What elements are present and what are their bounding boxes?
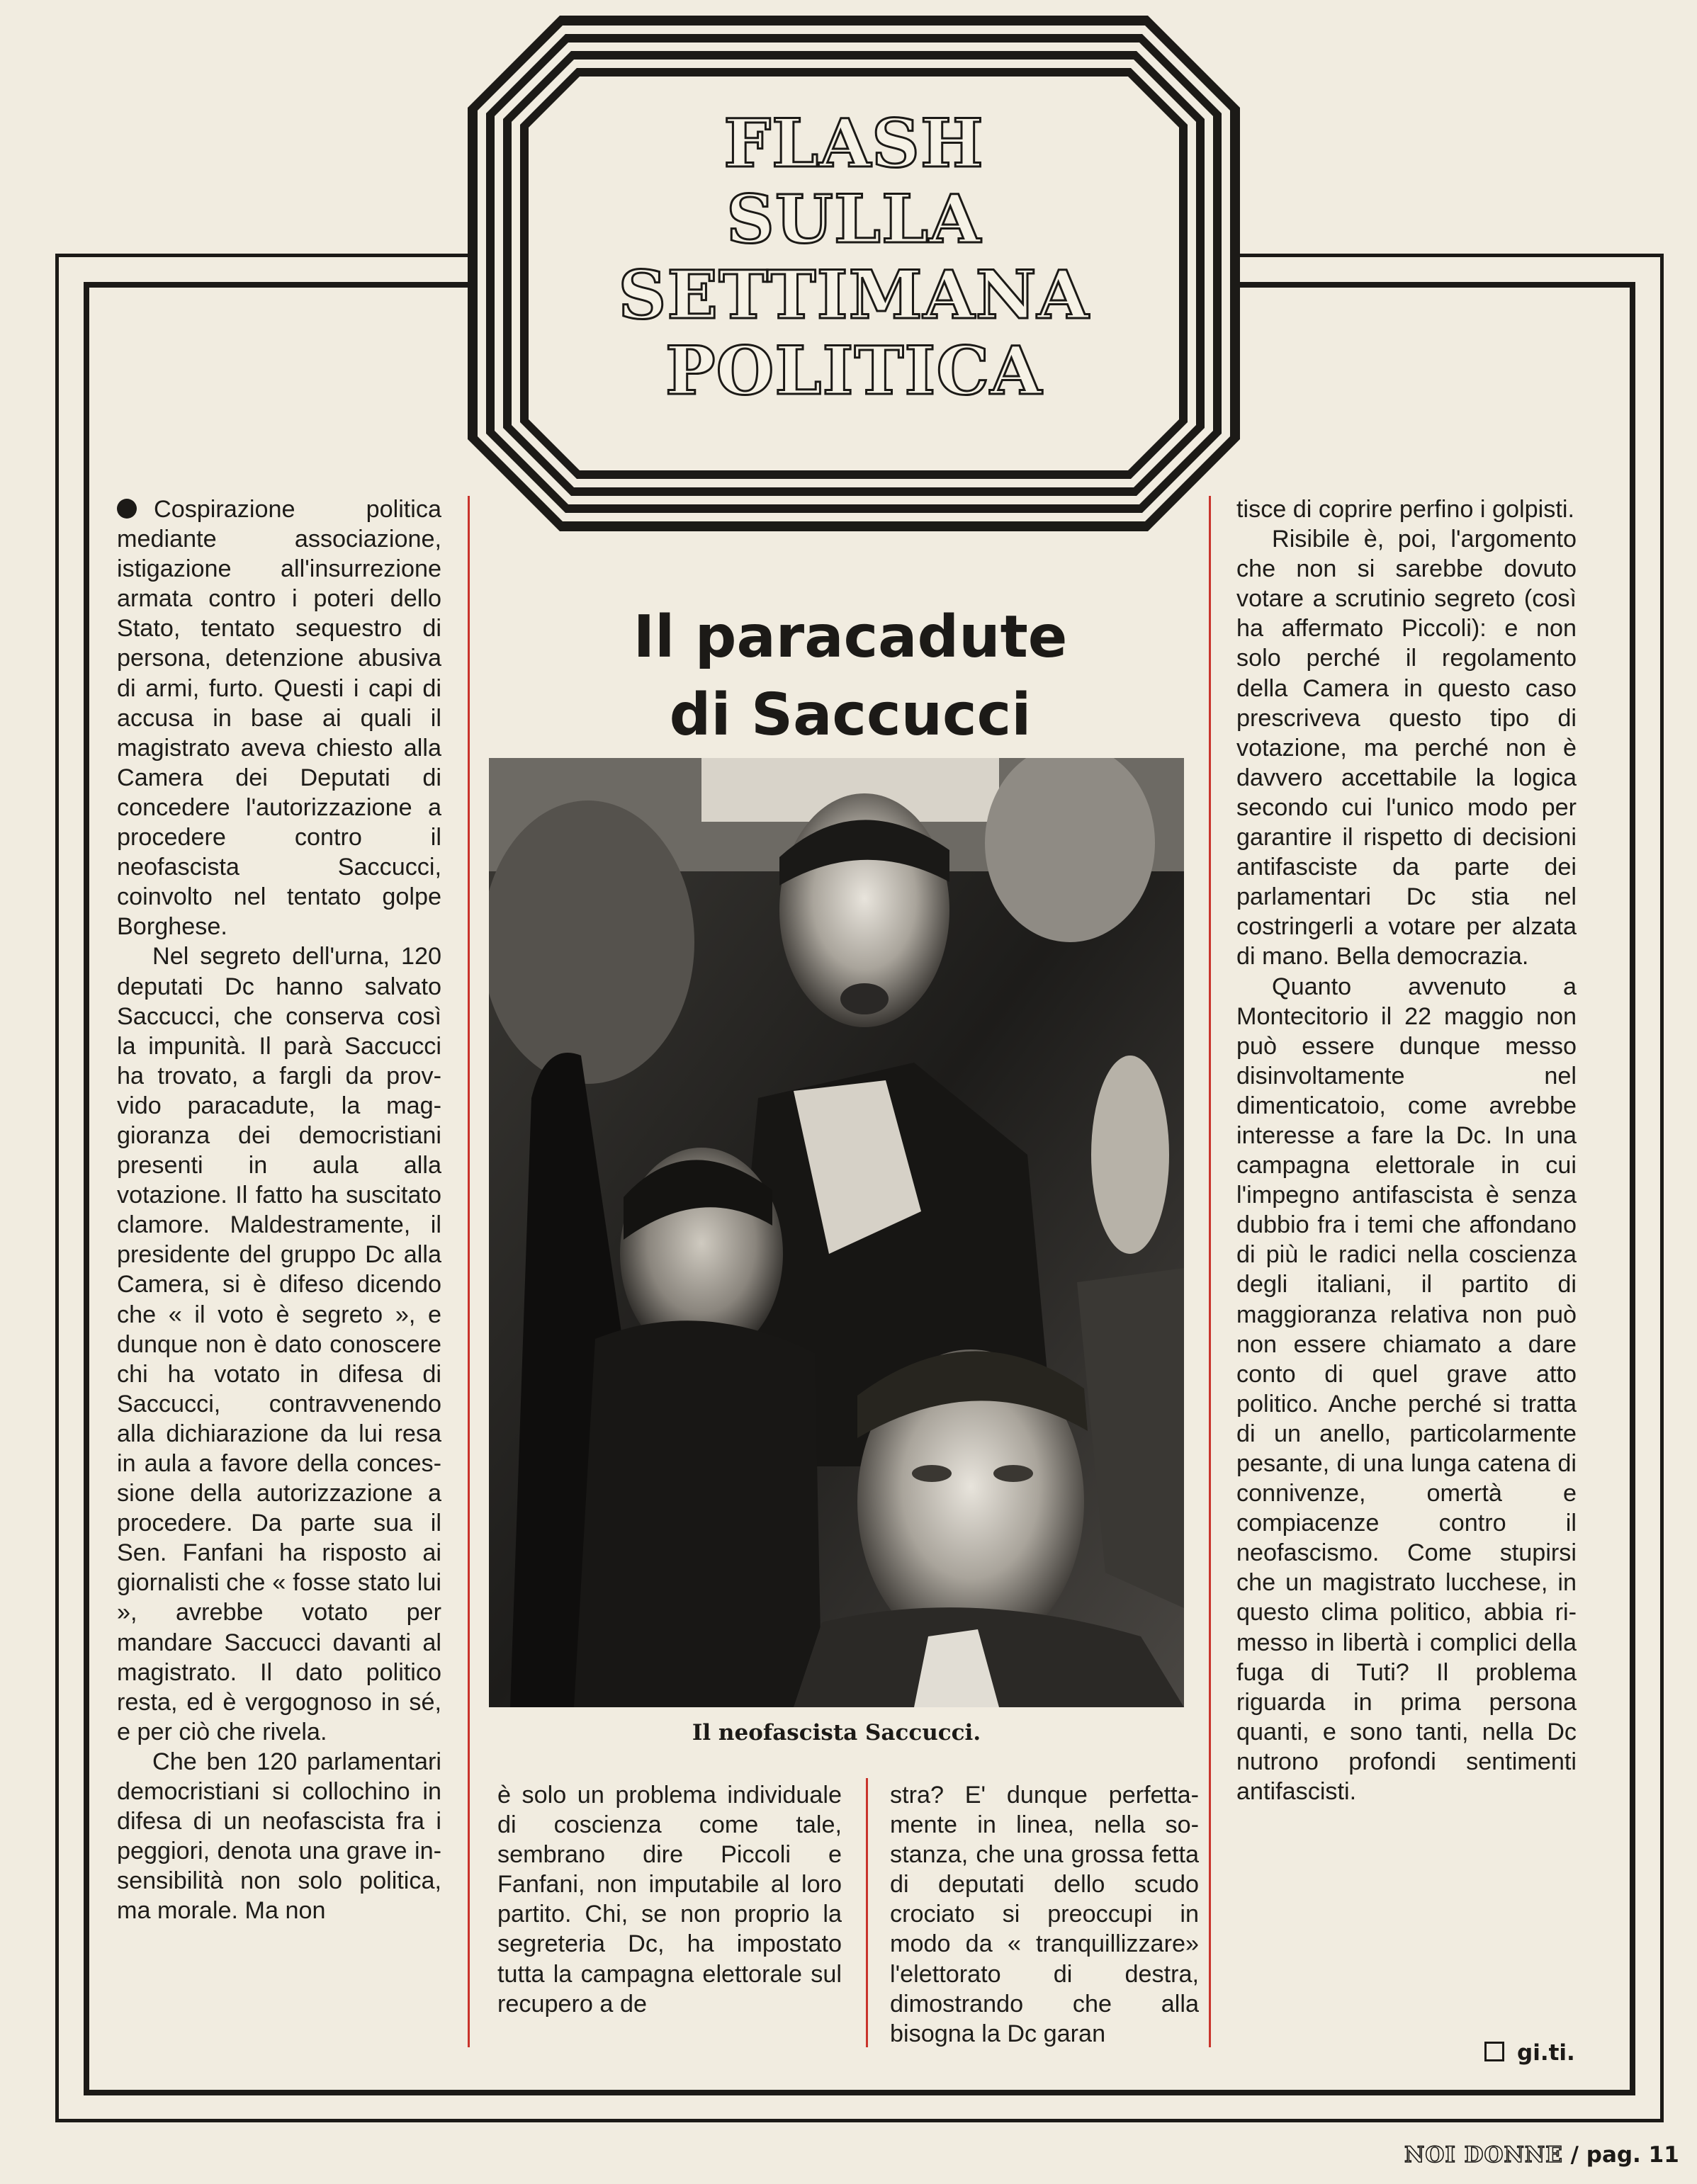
paragraph: Quanto avvenuto a Montecitorio il 22 maggio non può essere dunque messo disinvoltamente nel dimenticatoio, come avrebbe interesse a fare la Dc. In una campagna elettorale in cui l'impegno antifascista è senza dubbio fra i temi che affondano di più le radici nella coscienza degli italiani, il partito di maggioranza relativa non può non essere chiamato a dare conto di quel grave atto politico. Anche perché si tratta di un anello, particolarmente pesante, di una lunga catena di connivenze, omertà e compiacenze contro il neofascismo. Come stupirsi che un magistrato lucchese, in questo clima politico, abbia rimesso in libertà i complici della fuga di Tuti? Il problema riguarda in prima persona quanti, e sono tanti, nella Dc nutrono profondi sentimenti antifascisti. (1236, 973, 1577, 1806)
page-footer (1404, 2142, 1679, 2168)
headline-line: di Saccucci (669, 681, 1032, 749)
badge-title (468, 106, 1240, 409)
headline-line: Il paracadute (633, 604, 1068, 671)
paragraph-text: Cospirazione politica mediante associazione, istigazione all'insurrezione armata contro i poteri dello Stato, tentato sequestro di persona, detenzione abusiva di armi, furto. Questi i capi di accusa in base ai quali il magistrato aveva chiesto alla Camera dei Deputati di concedere l'autorizzazione a procedere contro il neofascista Saccucci, coinvolto nel tentato golpe Borghese. (117, 496, 441, 941)
paragraph: Nel segreto dell'urna, 120 deputati Dc hanno salvato Saccucci, che conserva così la impunità. Il parà Saccucci ha trovato, a fargli da provvido paracadute, la maggioranza dei democristiani presenti in aula alla votazione. Il fatto ha suscitato clamore. Maldestramente, il presidente del gruppo Dc alla Camera, si è difeso dicendo che « il voto è segreto », e dunque non è dato conoscere chi ha votato in difesa di Saccucci, contravvenendo alla dichiarazione da lui resa in aula a favore della concessione della autorizzazione a procedere. Da parte sua il Sen. Fanfani ha risposto ai giornalisti che « fosse stato lui », avrebbe votato per mandare Saccucci davanti al magistrato. Il dato politico resta, ed è vergognoso in sé, e per ciò che rivela. (117, 943, 441, 1745)
bullet-icon (117, 499, 137, 519)
square-icon (1484, 2042, 1504, 2061)
article-photo (489, 758, 1184, 1707)
article-headline (489, 599, 1212, 754)
photo-caption: Il neofascista Saccucci. (692, 1720, 981, 1745)
badge-title-line: POLITICA (665, 332, 1043, 410)
paragraph: Risibile è, poi, l'argomento che non si sarebbe dovuto votare a scrutinio segreto (così ha affermato Piccoli): e non solo perché il regolamento della Camera in questo caso prescriveva questo tipo di votazione, ma perché non è davvero accettabile la logica secondo cui l'unico modo per garantire il rispetto di decisioni antifasciste da parte dei parlamentari Dc stia nel costringerli a votare per alzata di mano. Bella democrazia. (1236, 526, 1577, 971)
footer-separator: / (1570, 2142, 1579, 2168)
article-column-4 (1236, 494, 1577, 1806)
magazine-logo: NOI DONNE (1404, 2142, 1563, 2168)
badge-title-line: SETTIMANA (618, 256, 1090, 334)
article-column-2 (497, 1780, 842, 2019)
article-column-3 (890, 1780, 1199, 2049)
paragraph: stra? E' dunque perfettamente in linea, nella sostanza, che una grossa fetta di deputati dello scudo crociato si preoccupi in modo da « tranquillizzare» l'elettorato di destra, dimostrando che alla bisogna la Dc garan (890, 1782, 1199, 2047)
paragraph: tisce di coprire perfino i golpisti. (1236, 496, 1574, 523)
paragraph: Che ben 120 parlamentari democristiani si collochino in difesa di un neofascista fra i peggiori, denota una grave insensibilità non solo politica, ma morale. Ma non (117, 1748, 441, 1925)
column-rule-left (468, 496, 470, 2047)
paragraph (117, 494, 441, 941)
column-rule-middle (866, 1778, 868, 2047)
paragraph: è solo un problema individuale di coscienza come tale, sembrano dire Piccoli e Fanfani, non imputabile al loro partito. Chi, se non proprio la segreteria Dc, ha impostato tutta la campagna elettorale sul recupero a de (497, 1782, 842, 2018)
author-signature (1484, 2040, 1575, 2066)
article-column-1 (117, 494, 441, 1926)
badge-title-line: FLASH (723, 105, 984, 183)
badge-title-line: SULLA (726, 181, 981, 259)
signature-text: gi.ti. (1517, 2040, 1575, 2066)
page-number: pag. 11 (1586, 2142, 1679, 2168)
